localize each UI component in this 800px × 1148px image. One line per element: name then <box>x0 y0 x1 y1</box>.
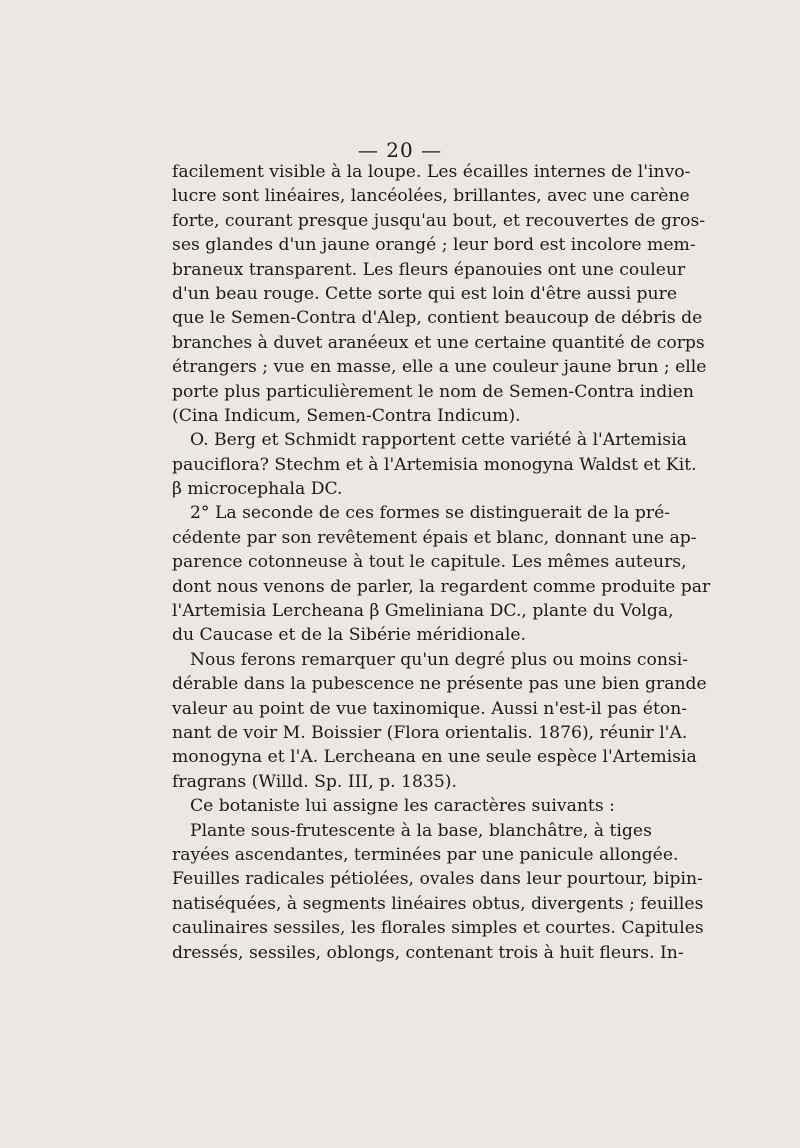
text-line: cédente par son revêtement épais et blanc, donnant une ap- <box>172 527 697 548</box>
text-line: nant de voir M. Boissier (Flora orientalis. 1876), réunir l'A. <box>172 722 688 743</box>
text-line: dont nous venons de parler, la regardent comme produite par <box>172 576 711 597</box>
text-line: étrangers ; vue en masse, elle a une couleur jaune brun ; elle <box>172 357 707 378</box>
text-line: branches à duvet aranéeux et une certaine quantité de corps <box>172 332 705 353</box>
text-line: valeur au point de vue taxinomique. Aussi n'est-il pas éton- <box>172 698 688 719</box>
text-line: d'un beau rouge. Cette sorte qui est loin d'être aussi pure <box>172 283 678 304</box>
text-line: Nous ferons remarquer qu'un degré plus ou moins consi- <box>190 649 689 670</box>
text-line: dérable dans la pubescence ne présente pas une bien grande <box>172 674 707 695</box>
text-line: lucre sont linéaires, lancéolées, brillantes, avec une carène <box>172 186 690 207</box>
text-line: l'Artemisia Lercheana β Gmeliniana DC., plante du Volga, <box>172 601 674 622</box>
body-text <box>172 160 711 965</box>
text-line: ses glandes d'un jaune orangé ; leur bord est incolore mem- <box>172 235 696 256</box>
text-line: O. Berg et Schmidt rapportent cette variété à l'Artemisia <box>190 430 687 451</box>
text-line: que le Semen-Contra d'Alep, contient beaucoup de débris de <box>172 308 703 329</box>
text-line: β microcephala DC. <box>172 479 343 500</box>
text-line: pauciflora? Stechm et à l'Artemisia monogyna Waldst et Kit. <box>172 454 697 475</box>
text-line: braneux transparent. Les fleurs épanouies ont une couleur <box>172 259 686 280</box>
text-line: du Caucase et de la Sibérie méridionale. <box>172 625 526 646</box>
text-line: dressés, sessiles, oblongs, contenant trois à huit fleurs. In- <box>172 942 684 963</box>
text-line: rayées ascendantes, terminées par une panicule allongée. <box>172 844 679 865</box>
text-line: natiséquées, à segments linéaires obtus, divergents ; feuilles <box>172 893 704 914</box>
text-line: facilement visible à la loupe. Les écailles internes de l'invo- <box>172 162 691 182</box>
text-line: fragrans (Willd. Sp. III, p. 1835). <box>172 771 457 792</box>
text-line: monogyna et l'A. Lercheana en une seule espèce l'Artemisia <box>172 747 697 768</box>
text-line: caulinaires sessiles, les florales simples et courtes. Capitules <box>172 918 704 939</box>
text-line: 2° La seconde de ces formes se distinguerait de la pré- <box>190 503 671 524</box>
text-line: (Cina Indicum, Semen-Contra Indicum). <box>172 405 521 426</box>
page-number: — 20 — <box>357 138 443 162</box>
text-line: parence cotonneuse à tout le capitule. Les mêmes auteurs, <box>172 552 687 573</box>
text-line: Ce botaniste lui assigne les caractères suivants : <box>190 796 615 817</box>
text-line: Feuilles radicales pétiolées, ovales dans leur pourtour, bipin- <box>172 869 703 890</box>
text-line: porte plus particulièrement le nom de Semen-Contra indien <box>172 381 694 402</box>
text-line: forte, courant presque jusqu'au bout, et recouvertes de gros- <box>172 210 706 231</box>
text-line: Plante sous-frutescente à la base, blanchâtre, à tiges <box>190 820 652 841</box>
